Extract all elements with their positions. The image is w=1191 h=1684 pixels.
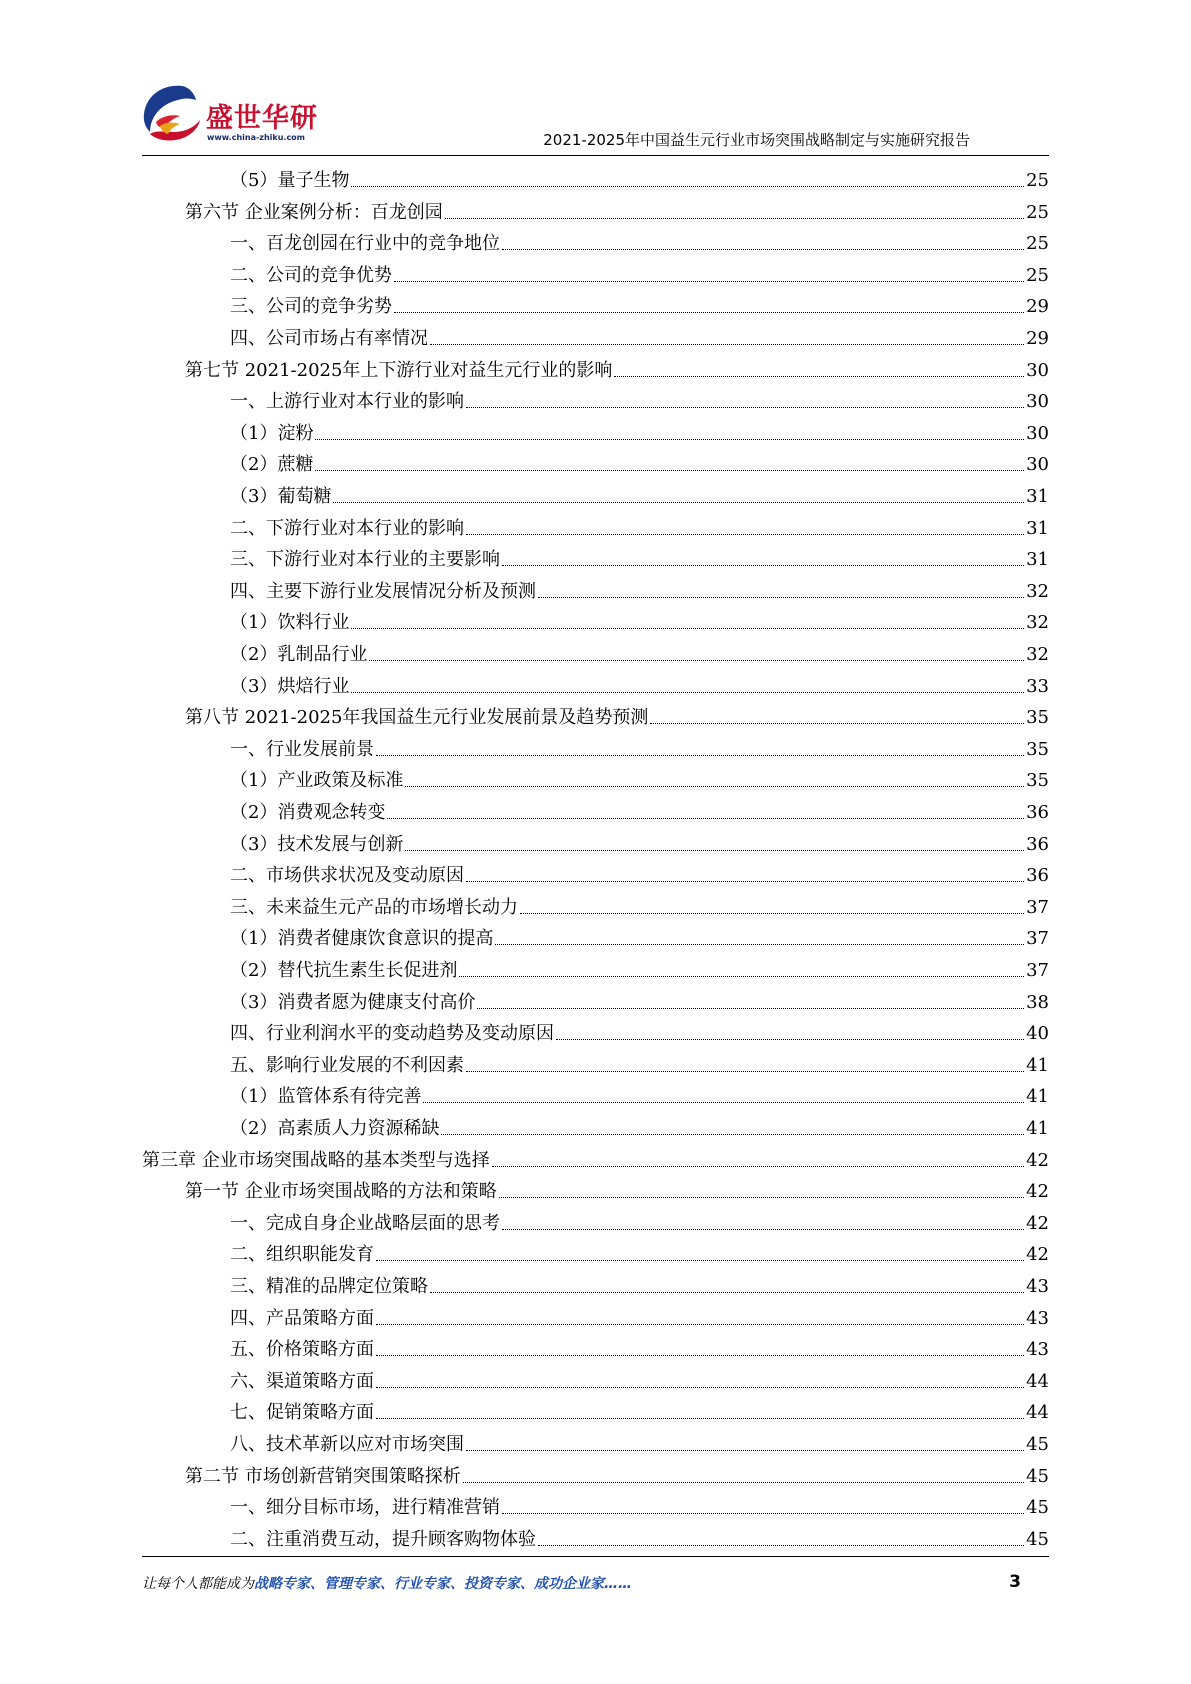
toc-entry-page: 32 <box>1026 612 1049 634</box>
toc-entry[interactable] <box>230 730 1049 761</box>
page-header <box>0 0 1191 160</box>
toc-dot-leader <box>466 407 1024 408</box>
toc-dot-leader <box>430 344 1024 345</box>
toc-dot-leader <box>376 1387 1024 1388</box>
toc-entry-title: （2）替代抗生素生长促进剂 <box>230 960 458 981</box>
toc-entry-title: 第七节 2021-2025年上下游行业对益生元行业的影响 <box>185 359 613 381</box>
toc-entry[interactable] <box>230 287 1049 318</box>
toc-entry-title: 第一节 企业市场突围战略的方法和策略 <box>185 1181 497 1203</box>
toc-dot-leader <box>495 944 1024 945</box>
toc-entry[interactable] <box>230 1520 1049 1551</box>
toc-entry-page: 42 <box>1026 1181 1049 1203</box>
toc-entry[interactable] <box>230 540 1049 571</box>
toc-entry[interactable] <box>142 1141 1049 1172</box>
toc-entry-title: 三、精准的品牌定位策略 <box>230 1276 428 1297</box>
company-logo <box>140 82 318 154</box>
toc-entry-page: 37 <box>1026 928 1049 950</box>
toc-dot-leader <box>466 881 1024 882</box>
toc-entry-title: 三、公司的竞争劣势 <box>230 296 392 318</box>
toc-dot-leader <box>466 534 1024 535</box>
logo-name: 盛世华研 <box>206 103 318 134</box>
toc-entry[interactable] <box>230 414 1049 445</box>
toc-entry[interactable] <box>185 351 1049 382</box>
toc-entry-page: 29 <box>1026 296 1049 318</box>
toc-entry-title: 四、公司市场占有率情况 <box>230 328 428 349</box>
toc-dot-leader <box>459 976 1024 977</box>
toc-entry-title: 五、价格策略方面 <box>230 1339 374 1361</box>
toc-entry[interactable] <box>230 1425 1049 1456</box>
toc-dot-leader <box>351 186 1024 187</box>
toc-dot-leader <box>520 913 1024 914</box>
toc-entry-page: 45 <box>1026 1497 1049 1519</box>
toc-entry[interactable] <box>230 856 1049 887</box>
toc-entry-title: 二、注重消费互动，提升顾客购物体验 <box>230 1528 536 1550</box>
logo-url: www.china-zhiku.com <box>207 133 306 142</box>
toc-entry-page: 30 <box>1026 422 1049 444</box>
toc-dot-leader <box>376 755 1024 756</box>
toc-entry-page: 31 <box>1026 486 1049 507</box>
toc-dot-leader <box>538 597 1024 598</box>
toc-entry[interactable] <box>230 256 1049 287</box>
toc-entry-page: 44 <box>1026 1370 1049 1392</box>
toc-entry-title: 二、公司的竞争优势 <box>230 264 392 286</box>
toc-entry[interactable] <box>230 761 1049 792</box>
toc-entry-page: 36 <box>1026 802 1049 823</box>
toc-entry[interactable] <box>230 919 1049 950</box>
toc-entry-page: 31 <box>1026 517 1049 539</box>
toc-entry-page: 33 <box>1026 675 1049 697</box>
toc-dot-leader <box>394 312 1024 313</box>
toc-dot-leader <box>502 1229 1024 1230</box>
toc-entry[interactable] <box>185 193 1049 224</box>
toc-entry-title: （1）消费者健康饮食意识的提高 <box>230 928 494 950</box>
toc-dot-leader <box>477 1008 1024 1009</box>
toc-entry-page: 30 <box>1026 359 1049 381</box>
toc-entry-title: 五、影响行业发展的不利因素 <box>230 1054 464 1076</box>
toc-entry-page: 41 <box>1026 1086 1049 1108</box>
toc-dot-leader <box>466 1071 1024 1072</box>
toc-entry-title: 二、下游行业对本行业的影响 <box>230 517 464 539</box>
toc-entry-title: 第二节 市场创新营销突围策略探析 <box>185 1465 461 1487</box>
toc-entry-page: 40 <box>1026 1023 1049 1045</box>
toc-entry[interactable] <box>230 1299 1049 1330</box>
toc-entry-title: 六、渠道策略方面 <box>230 1370 374 1392</box>
toc-entry[interactable] <box>230 1077 1049 1108</box>
toc-entry-page: 36 <box>1026 833 1049 855</box>
toc-dot-leader <box>423 1102 1024 1103</box>
toc-dot-leader <box>441 1134 1024 1135</box>
toc-entry-page: 45 <box>1026 1465 1049 1487</box>
toc-entry[interactable] <box>230 477 1049 508</box>
toc-entry-page: 31 <box>1026 549 1049 571</box>
toc-dot-leader <box>430 1292 1024 1293</box>
toc-entry-page: 32 <box>1026 580 1049 602</box>
toc-entry[interactable] <box>230 382 1049 413</box>
toc-dot-leader <box>650 723 1024 724</box>
toc-entry-title: 八、技术革新以应对市场突围 <box>230 1434 464 1455</box>
toc-entry-title: 七、促销策略方面 <box>230 1402 374 1424</box>
toc-entry-title: 二、组织职能发育 <box>230 1244 374 1266</box>
toc-entry[interactable] <box>230 224 1049 255</box>
toc-entry[interactable] <box>230 509 1049 540</box>
toc-entry-title: 第六节 企业案例分析：百龙创园 <box>185 201 443 223</box>
toc-entry-page: 43 <box>1026 1339 1049 1361</box>
toc-entry-page: 43 <box>1026 1307 1049 1329</box>
toc-entry-page: 35 <box>1026 770 1049 792</box>
toc-entry[interactable] <box>230 1267 1049 1298</box>
toc-entry-page: 29 <box>1026 328 1049 349</box>
toc-entry-page: 25 <box>1026 201 1049 223</box>
toc-entry-title: 三、未来益生元产品的市场增长动力 <box>230 896 518 918</box>
toc-entry[interactable] <box>230 635 1049 666</box>
toc-entry[interactable] <box>230 319 1049 350</box>
toc-entry-page: 35 <box>1026 707 1049 729</box>
toc-entry[interactable] <box>230 1046 1049 1077</box>
toc-dot-leader <box>405 786 1024 787</box>
toc-dot-leader <box>369 660 1024 661</box>
page-footer <box>142 1573 1049 1595</box>
footer-divider <box>142 1556 1049 1557</box>
toc-entry-title: （3）葡萄糖 <box>230 486 332 507</box>
toc-entry[interactable] <box>230 445 1049 476</box>
toc-entry-title: 第八节 2021-2025年我国益生元行业发展前景及趋势预测 <box>185 707 649 729</box>
toc-entry[interactable] <box>185 1172 1049 1203</box>
toc-entry-title: （2）乳制品行业 <box>230 644 368 665</box>
toc-dot-leader <box>376 1355 1024 1356</box>
toc-entry[interactable] <box>230 1330 1049 1361</box>
toc-dot-leader <box>394 281 1024 282</box>
toc-entry-title: （1）淀粉 <box>230 422 314 444</box>
toc-entry[interactable] <box>230 793 1049 824</box>
toc-entry-page: 41 <box>1026 1054 1049 1076</box>
toc-entry-page: 43 <box>1026 1276 1049 1297</box>
toc-entry[interactable] <box>230 1109 1049 1140</box>
toc-entry[interactable] <box>230 888 1049 919</box>
toc-entry-title: （5）量子生物 <box>230 170 350 191</box>
toc-entry-page: 25 <box>1026 233 1049 255</box>
toc-dot-leader <box>445 218 1024 219</box>
toc-dot-leader <box>376 1324 1024 1325</box>
toc-entry[interactable] <box>230 603 1049 634</box>
toc-entry[interactable] <box>230 1362 1049 1393</box>
toc-entry[interactable] <box>230 1393 1049 1424</box>
toc-entry-page: 45 <box>1026 1434 1049 1455</box>
toc-entry-title: （3）烘焙行业 <box>230 675 350 697</box>
logo-swoosh-icon <box>140 82 204 144</box>
toc-entry[interactable] <box>230 1204 1049 1235</box>
toc-entry[interactable] <box>230 667 1049 698</box>
page-number: 3 <box>1009 1572 1021 1592</box>
toc-dot-leader <box>492 1166 1024 1167</box>
toc-dot-leader <box>502 1513 1024 1514</box>
toc-entry-title: （3）技术发展与创新 <box>230 833 404 855</box>
toc-entry-title: （1）产业政策及标准 <box>230 770 404 792</box>
toc-entry-title: （1）监管体系有待完善 <box>230 1086 422 1108</box>
toc-entry[interactable] <box>185 698 1049 729</box>
toc-entry-title: 一、上游行业对本行业的影响 <box>230 391 464 413</box>
toc-dot-leader <box>315 439 1024 440</box>
footer-slogan-roles: 战略专家、管理专家、行业专家、投资专家、成功企业家…… <box>254 1576 632 1592</box>
toc-dot-leader <box>351 692 1024 693</box>
footer-slogan-prefix: 让每个人都能成为 <box>142 1576 254 1592</box>
toc-entry-title: （3）消费者愿为健康支付高价 <box>230 991 476 1013</box>
toc-dot-leader <box>556 1039 1024 1040</box>
toc-entry-title: （2）高素质人力资源稀缺 <box>230 1118 440 1139</box>
toc-entry-page: 41 <box>1026 1118 1049 1139</box>
toc-entry-title: 一、行业发展前景 <box>230 738 374 760</box>
toc-dot-leader <box>502 249 1024 250</box>
toc-entry-title: 一、百龙创园在行业中的竞争地位 <box>230 233 500 255</box>
toc-entry[interactable] <box>230 1014 1049 1045</box>
toc-entry-page: 44 <box>1026 1402 1049 1424</box>
toc-dot-leader <box>376 1260 1024 1261</box>
toc-dot-leader <box>376 1418 1024 1419</box>
toc-entry-page: 36 <box>1026 865 1049 887</box>
toc-dot-leader <box>538 1545 1024 1546</box>
toc-entry-title: 一、完成自身企业战略层面的思考 <box>230 1212 500 1234</box>
toc-dot-leader <box>466 1450 1024 1451</box>
toc-entry-page: 37 <box>1026 960 1049 981</box>
toc-entry[interactable] <box>230 1235 1049 1266</box>
header-divider <box>142 155 1049 156</box>
toc-entry[interactable] <box>230 983 1049 1014</box>
toc-entry-page: 35 <box>1026 738 1049 760</box>
toc-entry-page: 42 <box>1026 1212 1049 1234</box>
toc-dot-leader <box>351 628 1024 629</box>
toc-entry-page: 38 <box>1026 991 1049 1013</box>
toc-entry-title: 四、产品策略方面 <box>230 1307 374 1329</box>
toc-entry-title: 四、行业利润水平的变动趋势及变动原因 <box>230 1023 554 1045</box>
toc-entry-page: 25 <box>1026 264 1049 286</box>
toc-entry-page: 42 <box>1026 1149 1049 1171</box>
toc-dot-leader <box>315 470 1024 471</box>
toc-entry[interactable] <box>230 161 1049 192</box>
toc-entry-page: 30 <box>1026 454 1049 476</box>
toc-entry-title: 四、主要下游行业发展情况分析及预测 <box>230 580 536 602</box>
toc-entry[interactable] <box>185 1457 1049 1488</box>
toc-dot-leader <box>387 818 1024 819</box>
toc-entry-title: 二、市场供求状况及变动原因 <box>230 865 464 887</box>
toc-entry[interactable] <box>230 1488 1049 1519</box>
toc-dot-leader <box>499 1197 1024 1198</box>
toc-entry-title: 三、下游行业对本行业的主要影响 <box>230 549 500 571</box>
toc-entry-page: 25 <box>1026 170 1049 191</box>
toc-entry[interactable] <box>230 572 1049 603</box>
toc-entry-page: 45 <box>1026 1528 1049 1550</box>
toc-entry-page: 37 <box>1026 896 1049 918</box>
toc-entry-title: （2）消费观念转变 <box>230 802 386 823</box>
toc-entry[interactable] <box>230 825 1049 856</box>
toc-entry-page: 30 <box>1026 391 1049 413</box>
toc-entry-title: （2）蔗糖 <box>230 454 314 476</box>
toc-entry-title: 第三章 企业市场突围战略的基本类型与选择 <box>142 1149 490 1171</box>
toc-dot-leader <box>614 376 1024 377</box>
toc-entry-title: 一、细分目标市场，进行精准营销 <box>230 1497 500 1519</box>
toc-entry[interactable] <box>230 951 1049 982</box>
toc-entry-page: 32 <box>1026 644 1049 665</box>
toc-entry-page: 42 <box>1026 1244 1049 1266</box>
toc-entry-title: （1）饮料行业 <box>230 612 350 634</box>
toc-dot-leader <box>405 850 1024 851</box>
toc-dot-leader <box>333 502 1024 503</box>
report-title: 2021-2025年中国益生元行业市场突围战略制定与实施研究报告 <box>543 131 970 149</box>
toc-dot-leader <box>502 565 1024 566</box>
toc-dot-leader <box>463 1482 1024 1483</box>
